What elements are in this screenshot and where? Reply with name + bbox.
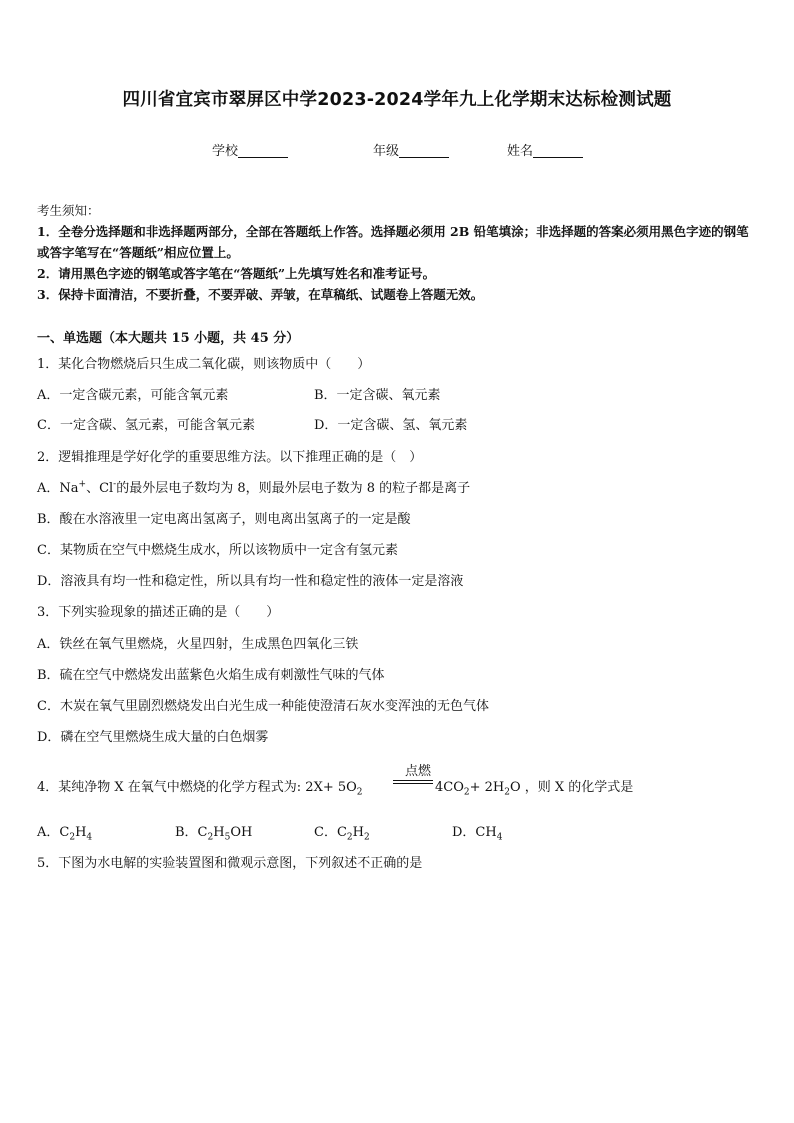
q3-option-b[interactable]: B．硫在空气中燃烧发出蓝紫色火焰生成有刺激性气味的气体 — [37, 668, 385, 683]
q2-a-sup1: + — [78, 479, 87, 490]
q2-option-a[interactable] — [37, 477, 470, 496]
q5-stem: 5．下图为水电解的实验装置图和微观示意图，下列叙述不正确的是 — [37, 856, 423, 871]
q3-option-a[interactable]: A．铁丝在氧气里燃烧，火星四射，生成黑色四氧化三铁 — [37, 637, 359, 652]
q1-option-a[interactable]: A．一定含碳元素，可能含氧元素 — [37, 388, 229, 403]
q1-stem: 1．某化合物燃烧后只生成二氧化碳，则该物质中（ ） — [37, 357, 371, 372]
q1-option-c[interactable]: C．一定含碳、氢元素，可能含氧元素 — [37, 418, 255, 433]
q4-equation — [37, 760, 757, 800]
name-blank[interactable] — [533, 143, 583, 158]
q3-option-c[interactable]: C．木炭在氧气里剧烈燃烧发出白光生成一种能使澄清石灰水变浑浊的无色气体 — [37, 699, 489, 714]
notice-heading: 考生须知： — [37, 203, 100, 218]
q4-products: $4CO_2+ 2H_2O$ ，则 X 的化学式是 — [435, 780, 634, 798]
notice-item-2: 2．请用黑色字迹的钢笔或答字笔在“答题纸”上先填写姓名和准考证号。 — [37, 266, 436, 281]
q4-option-d[interactable]: D．$CH_4$ — [452, 825, 503, 843]
school-blank[interactable] — [238, 143, 288, 158]
q2-option-c[interactable]: C．某物质在空气中燃烧生成水，所以该物质中一定含有氢元素 — [37, 543, 398, 558]
q2-a-pre: A．Na — [37, 481, 79, 496]
q2-a-post: 的最外层电子数均为 8，则最外层电子数为 8 的粒子都是离子 — [116, 481, 471, 496]
grade-blank[interactable] — [399, 143, 449, 158]
q1-option-d[interactable]: D．一定含碳、氢、氧元素 — [314, 418, 468, 433]
school-field[interactable] — [212, 140, 288, 159]
notice-item-1: 1．全卷分选择题和非选择题两部分，全部在答题纸上作答。选择题必须用 2B 铅笔填涂；非选择题的答案必须用黑色字迹的钢笔或答字笔写在“答题纸”相应位置上。 — [37, 224, 749, 260]
page-title: 四川省宜宾市翠屏区中学2023-2024学年九上化学期末达标检测试题 — [122, 90, 672, 110]
exam-notice — [37, 200, 759, 305]
q3-option-d[interactable]: D．磷在空气里燃烧生成大量的白色烟雾 — [37, 730, 269, 745]
name-label: 姓名 — [507, 144, 534, 159]
q4-stem-pre: 4．某纯净物 X 在氧气中燃烧的化学方程式为: $2X+ 5O_2$ — [37, 780, 363, 798]
school-label: 学校 — [212, 144, 239, 159]
section-heading: 一、单选题（本大题共 15 小题，共 45 分） — [37, 331, 300, 346]
q4-equals-line-top — [393, 780, 433, 781]
q4-option-a[interactable]: A．$C_2H_4$ — [37, 825, 93, 843]
q4-option-b[interactable]: B．$C_2H_5OH$ — [175, 825, 253, 843]
q4-option-c[interactable]: C．$C_2H_2$ — [314, 825, 370, 843]
grade-field[interactable] — [373, 140, 449, 159]
q2-a-sup2: - — [113, 479, 117, 490]
name-field[interactable] — [507, 140, 583, 159]
q4-condition: 点燃 — [405, 764, 432, 779]
student-info-row — [0, 140, 794, 160]
q2-option-b[interactable]: B．酸在水溶液里一定电离出氢离子，则电离出氢离子的一定是酸 — [37, 512, 411, 527]
grade-label: 年级 — [373, 144, 400, 159]
q2-a-mid: 、Cl — [86, 481, 114, 496]
q3-stem: 3．下列实验现象的描述正确的是（ ） — [37, 605, 280, 620]
q2-stem: 2．逻辑推理是学好化学的重要思维方法。以下推理正确的是（ ） — [37, 450, 423, 465]
q1-option-b[interactable]: B．一定含碳、氧元素 — [314, 388, 441, 403]
q4-equals-line-bottom — [393, 783, 433, 784]
notice-item-3: 3．保持卡面清洁，不要折叠，不要弄破、弄皱，在草稿纸、试题卷上答题无效。 — [37, 287, 484, 302]
q2-option-d[interactable]: D．溶液具有均一性和稳定性，所以具有均一性和稳定性的液体一定是溶液 — [37, 574, 464, 589]
